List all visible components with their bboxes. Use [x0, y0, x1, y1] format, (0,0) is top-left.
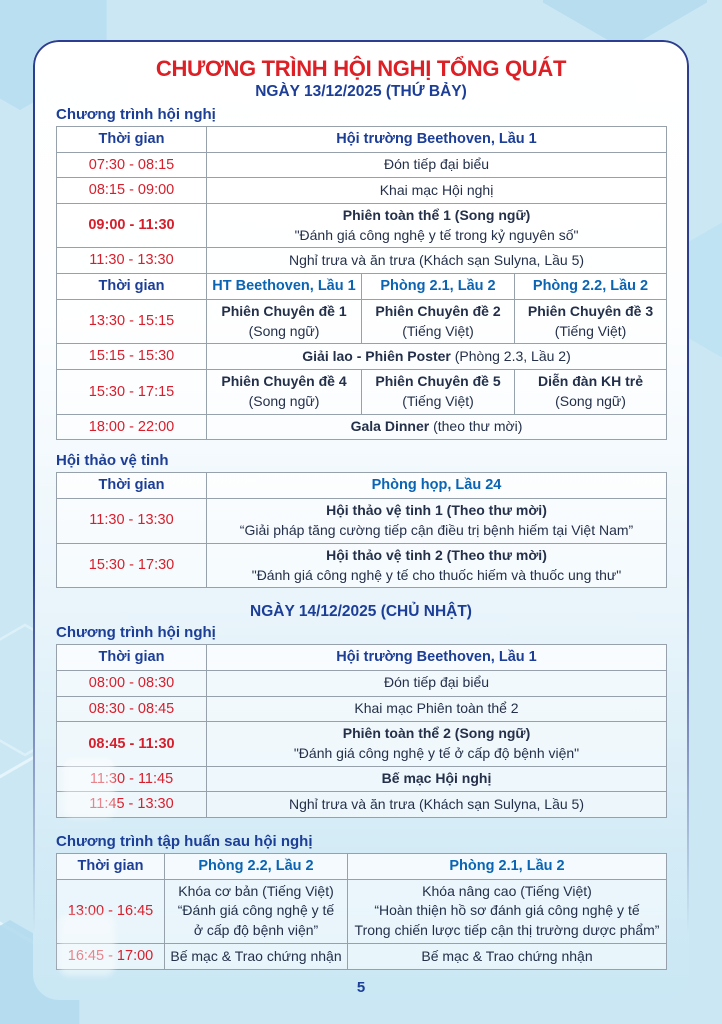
event-cell	[165, 879, 348, 944]
watermark-science-icon	[59, 914, 115, 976]
table-header-row	[57, 473, 667, 499]
page-title: CHƯƠNG TRÌNH HỘI NGHỊ TỔNG QUÁT	[155, 56, 567, 81]
session-language: (Song ngữ)	[248, 322, 320, 339]
time-cell: 11:30 - 13:30	[57, 498, 207, 543]
table-header-row	[57, 274, 667, 300]
venue-header: Hội trường Beethoven, Lầu 1	[207, 645, 667, 671]
session-subtitle: “Giải pháp tăng cường tiếp cận điều trị bệnh hiếm tại Việt Nam”	[239, 521, 634, 538]
event-cell	[362, 299, 515, 344]
session-title: Phiên Chuyên đề 2	[375, 302, 501, 319]
event-cell: Khai mạc Hội nghị	[207, 178, 667, 204]
time-column-header: Thời gian	[57, 274, 207, 300]
table-row	[57, 152, 667, 178]
course-subtitle: “Hoàn thiện hồ sơ đánh giá công nghệ y tế	[374, 902, 640, 919]
time-cell: 13:30 - 15:15	[57, 299, 207, 344]
room-header: Phòng 2.2, Lầu 2	[515, 274, 667, 300]
time-cell: 08:30 - 08:45	[57, 696, 207, 722]
course-subtitle: ở cấp độ bệnh viện”	[193, 922, 319, 939]
event-cell: Nghỉ trưa và ăn trưa (Khách sạn Sulyna, Lầu 5)	[207, 248, 667, 274]
training-table	[56, 853, 667, 970]
event-cell	[207, 722, 667, 767]
time-cell: 15:15 - 15:30	[57, 344, 207, 370]
time-cell: 16:45 - 17:00	[57, 944, 165, 970]
session-language: (Song ngữ)	[555, 392, 626, 409]
session-subtitle: "Đánh giá công nghệ y tế ở cấp độ bệnh viện"	[293, 744, 580, 761]
table-row	[57, 498, 667, 543]
event-cell	[362, 369, 515, 414]
session-title: Hội thảo vệ tinh 2 (Theo thư mời)	[326, 546, 547, 563]
training-section-label: Chương trình tập huấn sau hội nghị	[56, 833, 313, 851]
time-cell: 15:30 - 17:30	[57, 543, 207, 588]
time-column-header: Thời gian	[57, 473, 207, 499]
table-header-row	[57, 645, 667, 671]
course-subtitle: “Đánh giá công nghệ y tế	[177, 902, 335, 919]
time-cell: 11:30 - 11:45	[57, 766, 207, 792]
satellite-section-label: Hội thảo vệ tinh	[56, 452, 169, 470]
time-cell: 18:00 - 22:00	[57, 414, 207, 440]
table-row	[57, 670, 667, 696]
event-cell: Đón tiếp đại biểu	[207, 670, 667, 696]
time-cell: 11:45 - 13:30	[57, 792, 207, 818]
table-row	[57, 944, 667, 970]
course-subtitle: Trong chiến lược tiếp cận thị trường dược phẩm”	[354, 922, 660, 939]
satellite-table	[56, 472, 667, 588]
session-title: Phiên toàn thể 2 (Song ngữ)	[342, 725, 531, 742]
day1-date-heading: NGÀY 13/12/2025 (THỨ BẢY)	[255, 83, 467, 100]
page-number: 5	[356, 978, 366, 996]
table-row	[57, 879, 667, 944]
time-cell: 13:00 - 16:45	[57, 879, 165, 944]
session-title: Diễn đàn KH trẻ	[538, 372, 644, 389]
day1-schedule-table	[56, 126, 667, 440]
venue-header: Phòng họp, Lầu 24	[207, 473, 667, 499]
session-subtitle: "Đánh giá công nghệ y tế cho thuốc hiếm và thuốc ung thư"	[251, 566, 622, 583]
event-cell	[207, 543, 667, 588]
content-card	[33, 40, 689, 1000]
table-row	[57, 344, 667, 370]
session-title: Phiên Chuyên đề 3	[527, 302, 654, 319]
event-cell	[207, 203, 667, 248]
event-cell	[207, 369, 362, 414]
room-header: Phòng 2.1, Lầu 2	[348, 854, 667, 880]
event-cell	[207, 299, 362, 344]
room-header: HT Beethoven, Lầu 1	[207, 274, 362, 300]
session-subtitle: "Đánh giá công nghệ y tế trong kỷ nguyên số"	[294, 226, 579, 243]
session-title: Hội thảo vệ tinh 1 (Theo thư mời)	[326, 501, 547, 518]
event-cell	[515, 299, 667, 344]
day1-section-label: Chương trình hội nghị	[56, 106, 216, 123]
session-title: Phiên Chuyên đề 4	[221, 372, 347, 389]
event-title: Gala Dinner	[350, 418, 430, 435]
event-cell	[207, 498, 667, 543]
table-row	[57, 203, 667, 248]
event-cell: Bế mạc & Trao chứng nhận	[165, 944, 348, 970]
room-header: Phòng 2.1, Lầu 2	[362, 274, 515, 300]
session-title: Phiên Chuyên đề 5	[375, 372, 501, 389]
event-title: Giải lao - Phiên Poster	[302, 347, 451, 364]
time-cell: 08:00 - 08:30	[57, 670, 207, 696]
event-cell: Đón tiếp đại biểu	[207, 152, 667, 178]
table-row	[57, 722, 667, 767]
event-cell	[515, 369, 667, 414]
table-row	[57, 299, 667, 344]
time-cell: 15:30 - 17:15	[57, 369, 207, 414]
time-cell: 09:00 - 11:30	[57, 203, 207, 248]
table-row	[57, 792, 667, 818]
time-cell: 08:45 - 11:30	[57, 722, 207, 767]
time-column-header: Thời gian	[57, 127, 207, 153]
session-language: (Tiếng Việt)	[554, 322, 627, 339]
time-column-header: Thời gian	[57, 854, 165, 880]
day2-schedule-table	[56, 644, 667, 818]
event-cell: Bế mạc & Trao chứng nhận	[348, 944, 667, 970]
event-detail: (Phòng 2.3, Lầu 2)	[450, 347, 571, 364]
day2-section-label: Chương trình hội nghị	[56, 624, 216, 642]
table-row	[57, 543, 667, 588]
table-row	[57, 766, 667, 792]
table-header-row	[57, 854, 667, 880]
session-title: Phiên Chuyên đề 1	[221, 302, 347, 319]
event-cell	[207, 344, 667, 370]
session-title: Phiên toàn thể 1 (Song ngữ)	[342, 206, 531, 223]
event-cell	[348, 879, 667, 944]
event-cell: Nghỉ trưa và ăn trưa (Khách sạn Sulyna, Lầu 5)	[207, 792, 667, 818]
time-cell: 11:30 - 13:30	[57, 248, 207, 274]
table-row	[57, 178, 667, 204]
session-language: (Tiếng Việt)	[402, 392, 474, 409]
table-header-row	[57, 127, 667, 153]
time-column-header: Thời gian	[57, 645, 207, 671]
session-language: (Tiếng Việt)	[402, 322, 474, 339]
day2-date-heading: NGÀY 14/12/2025 (CHỦ NHẬT)	[250, 603, 472, 621]
event-detail: (theo thư mời)	[429, 418, 523, 435]
course-title: Khóa nâng cao (Tiếng Việt)	[422, 882, 592, 899]
table-row	[57, 696, 667, 722]
event-cell	[207, 414, 667, 440]
time-cell: 08:15 - 09:00	[57, 178, 207, 204]
session-language: (Song ngữ)	[248, 392, 320, 409]
event-cell: Bế mạc Hội nghị	[207, 766, 667, 792]
room-header: Phòng 2.2, Lầu 2	[165, 854, 348, 880]
watermark-building-icon	[63, 758, 115, 818]
time-cell: 07:30 - 08:15	[57, 152, 207, 178]
event-cell: Khai mạc Phiên toàn thể 2	[207, 696, 667, 722]
table-row	[57, 248, 667, 274]
course-title: Khóa cơ bản (Tiếng Việt)	[178, 882, 334, 899]
venue-header: Hội trường Beethoven, Lầu 1	[207, 127, 667, 153]
table-row	[57, 414, 667, 440]
table-row	[57, 369, 667, 414]
